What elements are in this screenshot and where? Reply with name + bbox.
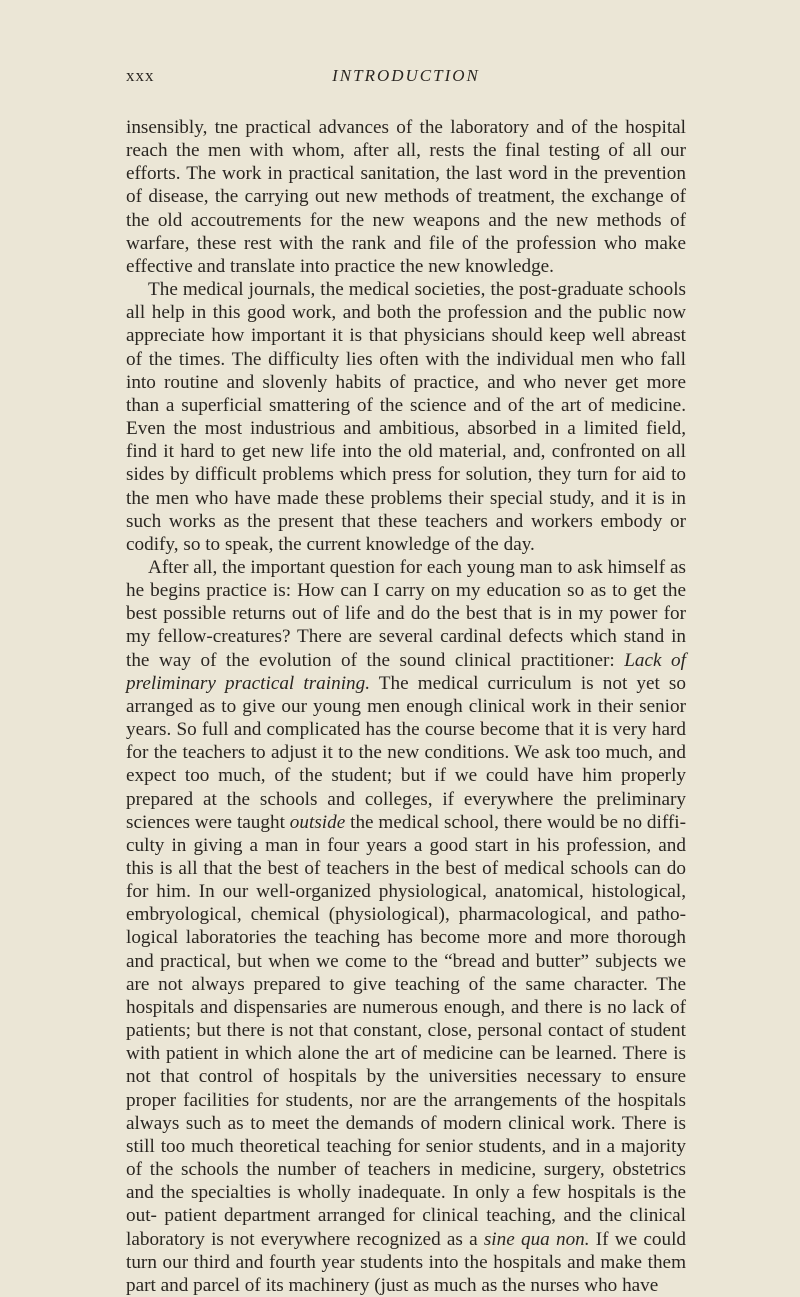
paragraph-2: [126, 278, 686, 556]
italic-phrase-sine-qua-non: sine qua non.: [483, 1228, 590, 1250]
paragraph-3: [126, 556, 686, 1297]
running-title: INTRODUCTION: [332, 66, 480, 85]
paragraph-2-text: The medical journals, the medical societies, the post-graduate schools all help in this good work, and both the profession and the public now appreciate how important it is that physicians should keep well abreast of the times. The difficulty lies often with the individual men who fall into routine and slovenly habits of practice, and who never get more than a superficial smattering of the science and of the art of medicine. Even the most industrious and ambitious, absorbed in a limited field, find it hard to get new life into the old material, and, confronted on all sides by difficult problems which press for solution, they turn for aid to the men who have made these problems their special study, and it is in such works as the present that these teachers and workers embody or codify, so to speak, the current knowledge of the day.: [126, 279, 686, 555]
paragraph-3-text-d: If we could turn our third and fourth year students into the hospitals and make them part and parcel of its machinery (just as much as the nurses who have: [126, 1228, 686, 1296]
paragraph-3-text-b: The medical curriculum is not yet so arranged as to give our young men enough clinical work in their senior years. So full and complicated has the course become that it is very hard for the teachers to adjust it to the new conditions. We ask too much, and expect too much, of the student; but if we could have him properly prepared at the schools and colleges, if everywhere the preliminary sciences were taught: [126, 672, 686, 833]
paragraph-3-text-a: After all, the important question for each young man to ask himself as he begins practice is: How can I carry on my education so as to get the best possible returns out of life and do the best that is in my power for my fellow-creatures? There are several cardinal defects which stand in the way of the evolution of the sound clinical practitioner:: [126, 556, 686, 671]
paragraph-3-text-c: the medical school, there would be no diffi- culty in giving a man in four years a good start in his profession, and this is all that the best of teachers in the best of medical schools can do for him. In our well-organized physiological, anatomical, histological, embryological, chemical (physiological), pharmacological, and patho- logical laboratories the teaching has become more and more thorough and practical, but when we come to the “bread and butter” subjects we are not always prepared to give teaching of the same character. The hospitals and dispensaries are numerous enough, and there is no lack of patients; but there is not that constant, close, personal contact of student with patient in which alone the art of medicine can be learned. There is not that control of hospitals by the universities necessary to ensure proper facilities for students, nor are the arrangements of the hospitals always such as to meet the demands of modern clinical work. There is still too much theoretical teaching for senior students, and in a majority of the schools the number of teachers in medicine, surgery, obstetrics and the specialties is wholly inadequate. In only a few hospitals is the out- patient department arranged for clinical teaching, and the clinical laboratory is not everywhere recognized as a: [126, 811, 686, 1250]
page-header: [126, 66, 686, 96]
paragraph-1-text: insensibly, tne practical advances of the laboratory and of the hospital reach the men with whom, after all, rests the final testing of all our efforts. The work in practical sanitation, the last word in the prevention of disease, the carrying out new methods of treatment, the exchange of the old accoutrements for the new weapons and the new methods of warfare, these rest with the rank and file of the profession who make effective and translate into practice the new knowledge.: [126, 117, 686, 277]
paragraph-1: [126, 116, 686, 278]
italic-word-outside: outside: [289, 811, 346, 833]
italic-phrase-lack-of-training: Lack of preliminary practical training.: [126, 649, 686, 694]
page-number: xxx: [126, 66, 155, 85]
body-text: [126, 116, 686, 1297]
